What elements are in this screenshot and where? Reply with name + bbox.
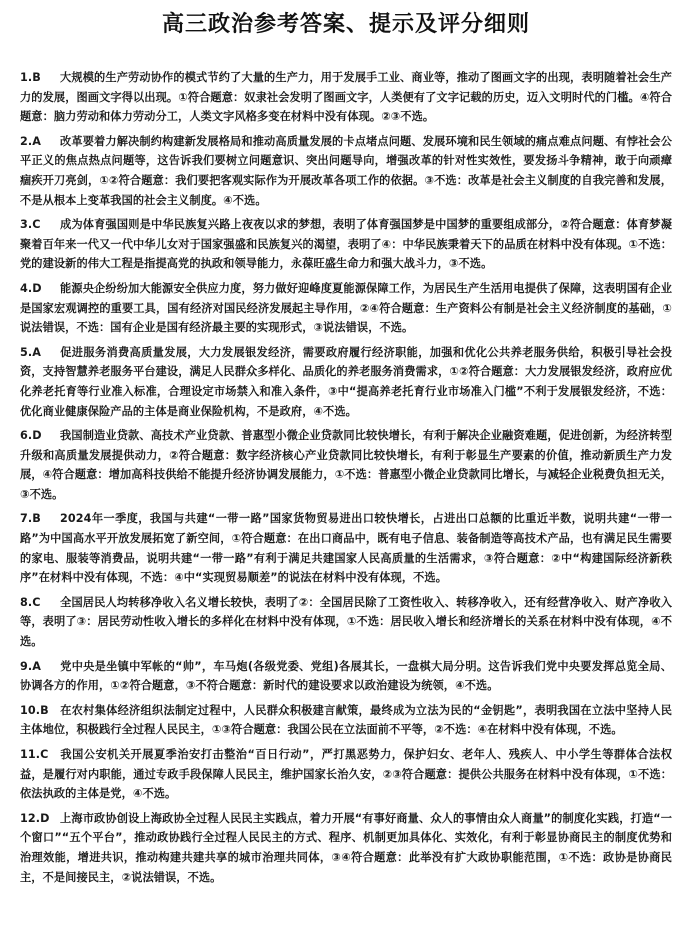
answer-number: 11.C (20, 748, 49, 761)
answer-explanation: 上海市政协创设上海政协全过程人民民主实践点，着力开展“有事好商量、众人的事情由众人商量”的制度化实践，打造“一个窗口”“五个平台”，推动政协践行全过程人民民主的方式、程序、机制更加具体化、实效化，有利于彰显协商民主的制度优势和治理效能，增进共识，推动构建共建共享的城市治理共同体，③④符合题意：此举没有扩大政协职能范围，①不选：政协是协商民主，不是间接民主，②说法错误，不选。 (20, 811, 672, 884)
answer-explanation: 我国制造业贷款、高技术产业贷款、普惠型小微企业贷款同比较快增长，有利于解决企业融资难题，促进创新，为经济转型升级和高质量发展提供动力，②符合题意：数字经济核心产业贷款同比较快增长，有利于彰显生产要素的价值，推动新质生产力发展，④符合题意：增加高科技供给不能提升经济协调发展能力，①不选：普惠型小微企业贷款同比增长，与减轻企业税费负担无关，③不选。 (20, 429, 672, 501)
answer-number: 3.C (20, 218, 41, 232)
answer-number: 1.B (20, 71, 41, 84)
answer-explanation: 党中央是坐镇中军帐的“帅”，车马炮(各级党委、党组)各展其长，一盘棋大局分明。这告诉我们党中央要发挥总览全局、协调各方的作用，①②符合题意，③不符合题意：新时代的建设要求以政治建设为统领，④不选。 (20, 659, 672, 693)
answer-number: 7.B (20, 512, 41, 526)
answer-item-5 (20, 343, 672, 421)
answer-number: 2.A (20, 134, 41, 148)
document-title: 高三政治参考答案、提示及评分细则 (161, 11, 530, 37)
answer-explanation: 成为体育强国则是中华民族复兴路上夜夜以求的梦想，表明了体育强国梦是中国梦的重要组成部分，②符合题意：体育梦凝聚着百年来一代又一代中华儿女对于国家强盛和民族复兴的渴望，表明了④：中华民族秉着天下的品质在材料中没有体现。①不选：党的建设新的伟大工程是指提高党的执政和领导能力，永葆旺盛生命力和强大战斗力，③不选。 (20, 218, 672, 271)
answer-item-12 (20, 809, 672, 887)
answer-number: 6.D (20, 429, 42, 443)
answer-explanation: 大规模的生产劳动协作的模式节约了大量的生产力，用于发展手工业、商业等，推动了图画文字的出现，表明随着社会生产力的发展，图画文字得以出现。①符合题意：奴隶社会发明了图画文字，人类便有了文字记载的历史，迈入文明时代的门槛。④符合题意：脑力劳动和体力劳动分工，人类文字风格多变在材料中没有体现。②③不选。 (20, 71, 672, 124)
answer-explanation: 我国公安机关开展夏季治安打击整治“百日行动”，严打黑恶势力，保护妇女、老年人、残疾人、中小学生等群体合法权益，是履行对内职能，通过专政手段保障人民民主，维护国家长治久安，②③符合题意：提供公共服务在材料中没有体现，①不选：依法执政的主体是党，④不选。 (20, 748, 672, 801)
answer-item-6 (20, 426, 672, 504)
answer-explanation: 促进服务消费高质量发展，大力发展银发经济，需要政府履行经济职能，加强和优化公共养老服务供给，积极引导社会投资，支持智慧养老服务平台建设，满足人民群众多样化、品质化的养老服务消费需求，①②符合题意：大力发展银发经济，政府应优化养老托育等行业准入标准，合理设定市场禁入和准入条件，③中“提高养老托育行业市场准入门槛”不利于发展银发经济，不选：优化商业健康保险产品的主体是商业保险机构，不是政府，④不选。 (20, 345, 672, 418)
answer-explanation: 能源央企纷纷加大能源安全供应力度，努力做好迎峰度夏能源保障工作，为居民生产生活用电提供了保障，这表明国有企业是国家宏观调控的重要工具，国有经济对国民经济发展起主导作用，②④符合题意：生产资料公有制是社会主义经济制度的基础，①说法错误，不选：国有企业是国有经济最主要的实现形式，③说法错误，不选。 (20, 281, 672, 335)
answer-item-4 (20, 279, 672, 338)
answer-number: 12.D (20, 811, 50, 825)
answer-explanation: 2024年一季度，我国与共建“一带一路”国家货物贸易进出口较快增长，占进出口总额的比重近半数，说明共建“一带一路”为中国高水平开放发展拓宽了新空间，①符合题意：在出口商品中，既有电子信息、装备制造等高技术产品，也有满足民生需要的家电、服装等消费品，说明共建“一带一路”有利于满足共建国家人民高质量的生活需求，③符合题意：②中“构建国际经济新秩序”在材料中没有体现，不选：④中“实现贸易顺差”的说法在材料中没有体现，不选。 (20, 512, 672, 585)
answer-number: 9.A (20, 659, 41, 673)
answer-item-3 (20, 215, 672, 274)
answer-list (20, 68, 672, 887)
answer-number: 8.C (20, 595, 41, 609)
answer-item-2 (20, 132, 672, 210)
answer-number: 4.D (20, 281, 42, 295)
answer-item-10 (20, 701, 672, 740)
answer-item-7 (20, 509, 672, 587)
answer-item-9 (20, 657, 672, 696)
answer-number: 5.A (20, 345, 41, 359)
answer-explanation: 改革要着力解决制约构建新发展格局和推动高质量发展的卡点堵点问题、发展环境和民生领域的痛点难点问题、有悖社会公平正义的焦点热点问题等，这告诉我们要树立问题意识、突出问题导向，增强改革的针对性实效性，要发扬斗争精神，敢于向顽瘴痼疾开刀亮剑，①②符合题意：我们要把客观实际作为开展改革各项工作的依据。③不选：改革是社会主义制度的自我完善和发展，不是从根本上变革我国的社会主义制度。④不选。 (20, 134, 672, 207)
answer-item-8 (20, 593, 672, 652)
answer-item-11 (20, 745, 672, 804)
answer-item-1 (20, 68, 672, 127)
answer-explanation: 在农村集体经济组织法制定过程中，人民群众积极建言献策，最终成为立法为民的“金钥匙”，表明我国在立法中坚持人民主体地位，积极践行全过程人民民主，①③符合题意：我国公民在立法面前不平等，②不选：④在材料中没有体现，不选。 (20, 703, 672, 737)
answer-number: 10.B (20, 703, 49, 717)
answer-explanation: 全国居民人均转移净收入名义增长较快，表明了②：全国居民除了工资性收入、转移净收入，还有经营净收入、财产净收入等，表明了③：居民劳动性收入增长的多样化在材料中没有体现，①不选：居民收入增长和经济增长的关系在材料中没有体现，④不选。 (20, 595, 672, 649)
